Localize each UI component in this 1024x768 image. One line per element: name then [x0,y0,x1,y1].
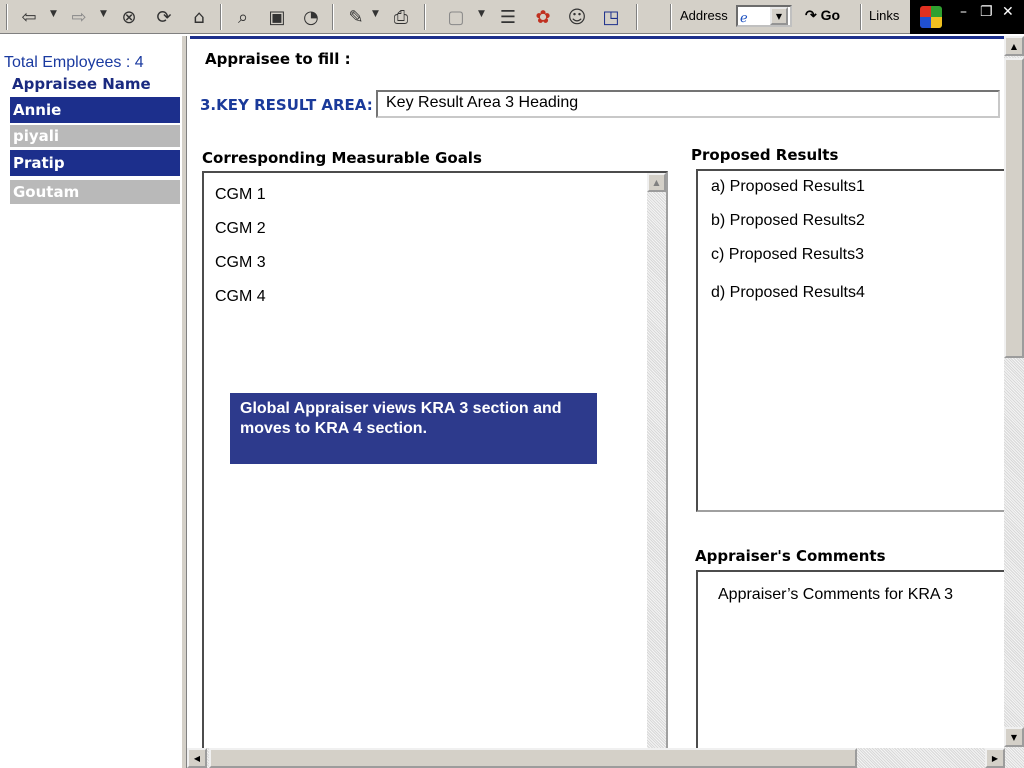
window-icon[interactable]: ◳ [602,6,620,28]
fullscreen-icon[interactable]: ▢ [447,6,465,28]
measurable-goals-label: Corresponding Measurable Goals [202,149,482,167]
address-label: Address [680,8,728,23]
proposed-result-item: d) Proposed Results4 [711,284,865,301]
toolbar-separator [220,4,222,30]
refresh-icon[interactable]: ⟳ [156,6,172,28]
forward-icon[interactable]: ⇨ [71,6,87,28]
history-icon[interactable]: ◔ [303,6,319,28]
fullscreen-dropdown-icon[interactable]: ▼ [478,9,485,19]
minimize-icon[interactable]: – [960,4,967,20]
home-icon[interactable]: ⌂ [193,6,205,28]
appraiser-comments-label: Appraiser's Comments [695,547,886,565]
toolbar-separator [6,4,8,30]
ie-page-icon: ℯ [740,11,748,26]
header-rule [190,36,1004,39]
proposed-results-label: Proposed Results [691,146,839,164]
horizontal-scroll-thumb[interactable] [209,748,857,768]
scroll-left-icon[interactable]: ◀ [187,748,207,768]
windows-logo-icon [920,6,942,28]
kra-label: 3.KEY RESULT AREA: [200,96,373,114]
proposed-result-item: b) Proposed Results2 [711,212,865,229]
scroll-up-icon[interactable]: ▲ [1004,36,1024,56]
employee-item[interactable]: Pratip [10,150,180,176]
scroll-down-icon[interactable]: ▼ [1004,727,1024,747]
goal-item: CGM 1 [215,186,266,203]
forward-dropdown-icon[interactable]: ▼ [100,9,107,19]
employee-item[interactable]: Goutam [10,180,180,204]
total-employees: Total Employees : 4 [4,54,144,71]
toolbar-separator [860,4,862,30]
goal-item: CGM 4 [215,288,266,305]
user-icon[interactable]: ☺ [567,6,587,28]
links-button[interactable]: Links [869,8,900,23]
toolbar-separator [636,4,638,30]
measurable-goals-textarea[interactable] [202,171,668,761]
vertical-scroll-thumb[interactable] [1004,58,1024,358]
appraiser-comments-text: Appraiser’s Comments for KRA 3 [718,586,954,603]
scroll-right-icon[interactable]: ▶ [985,748,1005,768]
toolbar-separator [424,4,426,30]
print-icon[interactable]: ⎙ [393,6,409,28]
employee-item[interactable]: piyali [10,125,180,147]
go-arrow-icon: ↷ [805,7,817,23]
go-button[interactable] [805,7,840,24]
frame-divider[interactable] [181,36,187,768]
messenger-icon[interactable]: ✿ [535,6,551,28]
employee-item[interactable]: Annie [10,97,180,123]
goal-item: CGM 3 [215,254,266,271]
stop-icon[interactable]: ⊗ [121,6,137,28]
appraisee-name-header: Appraisee Name [12,75,151,93]
go-label: Go [820,7,841,23]
back-icon[interactable]: ⇦ [21,6,37,28]
edit-icon[interactable]: ✎ [348,6,364,28]
goal-item: CGM 2 [215,220,266,237]
back-dropdown-icon[interactable]: ▼ [50,9,57,19]
goals-scrollbar[interactable] [647,173,666,749]
kra-heading-input[interactable]: Key Result Area 3 Heading [376,90,1000,118]
proposed-result-item: a) Proposed Results1 [711,178,865,195]
appraisee-to-fill-label: Appraisee to fill : [205,50,351,68]
favorites-icon[interactable]: ▣ [268,6,286,28]
instruction-callout: Global Appraiser views KRA 3 section and moves to KRA 4 section. [230,393,597,464]
address-dropdown-icon[interactable]: ▼ [770,7,788,25]
search-icon[interactable]: ⌕ [237,6,249,28]
proposed-result-item: c) Proposed Results3 [711,246,864,263]
toolbar-separator [332,4,334,30]
edit-dropdown-icon[interactable]: ▼ [372,9,379,19]
toolbar-separator [670,4,672,30]
restore-icon[interactable]: ❐ [980,4,993,20]
scroll-up-icon[interactable]: ▲ [647,173,666,192]
page-icon[interactable]: ☰ [499,6,517,28]
close-icon[interactable]: ✕ [1002,4,1014,20]
